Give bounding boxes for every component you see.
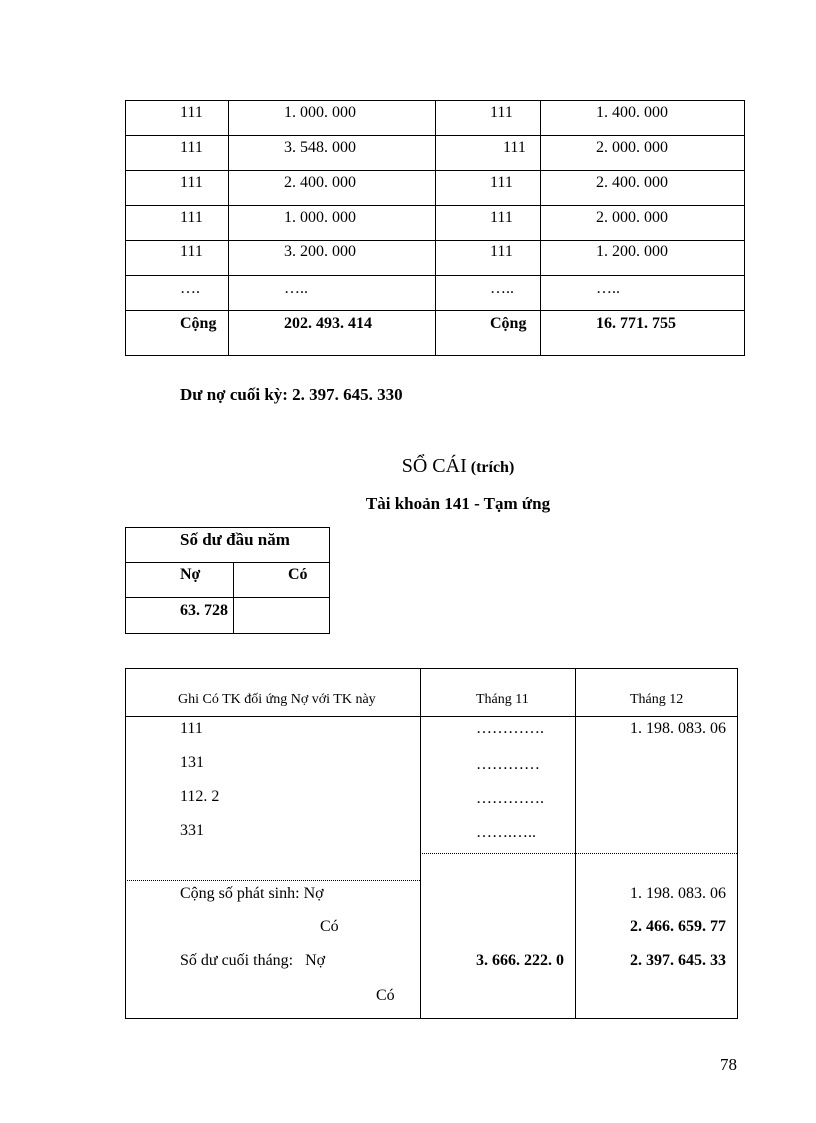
total-amount: 16. 771. 755 — [596, 315, 676, 332]
arising-credit-december: 2. 466. 659. 77 — [630, 918, 726, 935]
account-cell: 111 — [490, 243, 513, 260]
amount-cell: 2. 000. 000 — [596, 139, 668, 156]
ending-credit-label: Có — [376, 987, 395, 1004]
dotted-separator — [420, 853, 737, 854]
header-november: Tháng 11 — [476, 692, 529, 707]
account-cell: 111 — [490, 209, 513, 226]
account-cell: 111 — [503, 139, 526, 156]
table-rule — [125, 668, 126, 1019]
header-counter-account: Ghi Có TK đối ứng Nợ với TK này — [178, 692, 376, 707]
arising-debit-label: Cộng số phát sinh: Nợ — [180, 885, 324, 902]
account-cell: 111 — [490, 174, 513, 191]
table-rule — [125, 527, 330, 528]
account-cell: 111 — [180, 174, 203, 191]
account-cell: 111 — [180, 139, 203, 156]
amount-cell: 2. 000. 000 — [596, 209, 668, 226]
debit-label: Nợ — [180, 566, 201, 583]
amount-cell: 2. 400. 000 — [596, 174, 668, 191]
table-rule — [125, 527, 126, 634]
ending-debit-december: 2. 397. 645. 33 — [630, 952, 726, 969]
table-rule — [125, 1018, 738, 1019]
table-rule — [228, 100, 229, 356]
ending-debit-label: Số dư cuối tháng: Nợ — [180, 952, 326, 969]
table-rule — [329, 527, 330, 634]
total-amount: 202. 493. 414 — [284, 315, 372, 332]
table-rule — [125, 597, 330, 598]
table-rule — [575, 668, 576, 1019]
table-rule — [540, 100, 541, 356]
table-rule — [233, 562, 234, 634]
page-number: 78 — [720, 1055, 737, 1074]
table-rule — [125, 633, 330, 634]
november-value: ………… — [476, 756, 540, 773]
table-rule — [125, 562, 330, 563]
ellipsis-cell: ….. — [596, 280, 620, 297]
amount-cell: 1. 000. 000 — [284, 104, 356, 121]
opening-debit-value: 63. 728 — [180, 602, 228, 619]
account-cell: 111 — [180, 104, 203, 121]
ellipsis-cell: …. — [180, 280, 200, 297]
counter-account: 131 — [180, 754, 204, 771]
table-rule — [744, 100, 745, 356]
november-value: …………. — [476, 720, 544, 737]
amount-cell: 3. 548. 000 — [284, 139, 356, 156]
account-cell: 111 — [180, 209, 203, 226]
amount-cell: 2. 400. 000 — [284, 174, 356, 191]
account-title: Tài khoản 141 - Tạm ứng — [365, 494, 551, 513]
november-value: …………. — [476, 790, 544, 807]
account-cell: 111 — [490, 104, 513, 121]
november-value: …….….. — [476, 824, 536, 841]
ending-debit-november: 3. 666. 222. 0 — [476, 952, 564, 969]
counter-account: 112. 2 — [180, 788, 220, 805]
ellipsis-cell: ….. — [490, 280, 514, 297]
table-rule — [420, 668, 421, 1019]
counter-account: 111 — [180, 720, 203, 737]
amount-cell: 3. 200. 000 — [284, 243, 356, 260]
arising-credit-label: Có — [320, 918, 339, 935]
closing-balance: Dư nợ cuối kỳ: 2. 397. 645. 330 — [180, 385, 403, 404]
ledger-title-suffix: (trích) — [470, 459, 515, 476]
dotted-separator — [125, 880, 420, 881]
amount-cell: 1. 200. 000 — [596, 243, 668, 260]
ledger-title: SỔ CÁI — [401, 455, 467, 477]
total-label: Cộng — [180, 315, 217, 332]
table-rule — [125, 100, 126, 356]
ellipsis-cell: ….. — [284, 280, 308, 297]
table-rule — [125, 668, 738, 669]
arising-debit-december: 1. 198. 083. 06 — [630, 885, 726, 902]
amount-cell: 1. 400. 000 — [596, 104, 668, 121]
account-cell: 111 — [180, 243, 203, 260]
amount-cell: 1. 000. 000 — [284, 209, 356, 226]
credit-label: Có — [288, 566, 308, 583]
ledger-title-block — [0, 455, 816, 478]
opening-header: Số dư đầu năm — [180, 530, 290, 549]
counter-account: 331 — [180, 822, 204, 839]
table-rule — [435, 100, 436, 356]
table-rule — [737, 668, 738, 1019]
table-rule — [125, 716, 738, 717]
december-value: 1. 198. 083. 06 — [630, 720, 726, 737]
total-label: Cộng — [490, 315, 527, 332]
header-december: Tháng 12 — [630, 692, 684, 707]
